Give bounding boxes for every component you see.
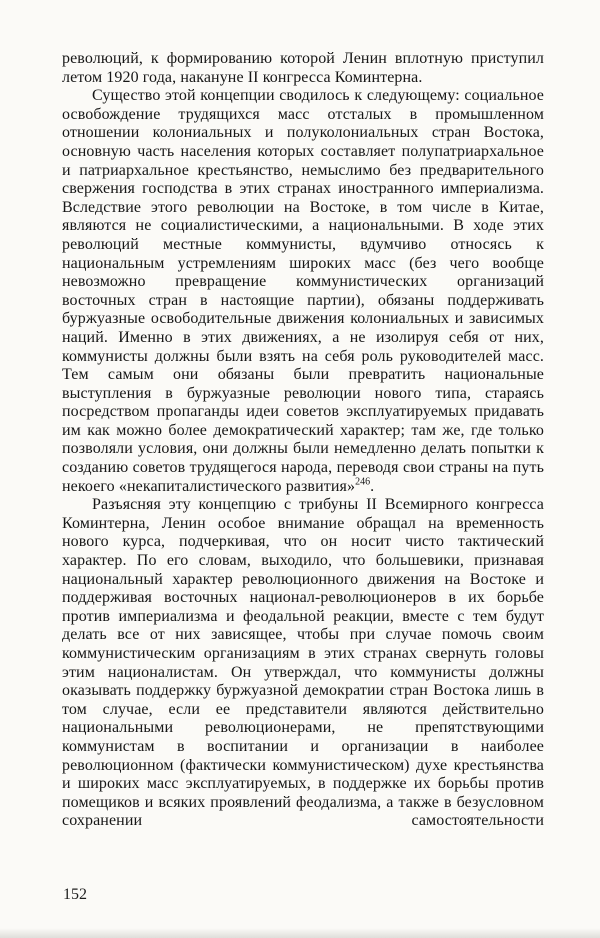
paragraph-continuation: революций, к формированию которой Ленин вплотную приступил летом 1920 года, накануне II конгресса Коминтерна. xyxy=(62,50,544,86)
page-number: 152 xyxy=(63,886,87,903)
scan-edge-shadow xyxy=(0,928,600,938)
paragraph-explanation: Разъясняя эту концепцию с трибуны II Всемирного конгресса Коминтерна, Ленин особое внимание обращал на временность нового курса, подчеркивая, что он носит чисто тактический характер. По его словам, выходило, что большевики, признавая национальный характер революционного движения на Востоке и поддерживая восточных национал-революционеров в их борьбе против империализма и феодальной реакции, вместе с тем будут делать все от них зависящее, чтобы при случае помочь своим коммунистическим организациям в этих странах свернуть головы этим националистам. Он утверждал, что коммунисты должны оказывать поддержку буржуазной демократии стран Востока лишь в том случае, если ее представители являются действительно национальными революционерами, не препятствующими коммунистам в воспитании и организации в наиболее революционном (фактически коммунистическом) духе крестьянства и широких масс эксплуатируемых, в поддержке их борьбы против помещиков и всяких проявлений феодализма, а также в безусловном сохранении самостоятельности xyxy=(62,496,544,830)
paragraph-concept-after: . xyxy=(370,477,375,495)
footnote-ref-246: 246 xyxy=(355,476,371,488)
page-text xyxy=(62,50,544,831)
paragraph-concept-text: Существо этой концепции сводилось к следующему: социальное освобождение трудящихся масс отсталых в промышленном отношении колониальных и полуколониальных стран Востока, основную часть населения которых составляет полупатриархальное и патриархальное крестьянство, немыслимо без предварительного свержения господства в этих странах иностранного империализма. Вследствие этого революции на Востоке, в том числе в Китае, являются не социалистическими, а национальными. В ходе этих революций местные коммунисты, вдумчиво относясь к национальным устремлениям широких масс (без чего вообще невозможно превращение коммунистических организаций восточных стран в настоящие партии), обязаны поддерживать буржуазные освободительные движения колониальных и зависимых наций. Именно в этих движениях, а не изолируя себя от них, коммунисты должны были взять на себя роль руководителей масс. Тем самым они обязаны были превратить национальные выступления в буржуазные революции нового типа, стараясь посредством пропаганды идеи советов эксплуатируемых придавать им как можно более демократический характер; там же, где только позволяли условия, они должны были немедленно делать попытки к созданию советов трудящегося народа, переводя свои страны на путь некоего «некапиталистического развития» xyxy=(62,87,544,495)
paragraph-concept xyxy=(62,87,544,496)
